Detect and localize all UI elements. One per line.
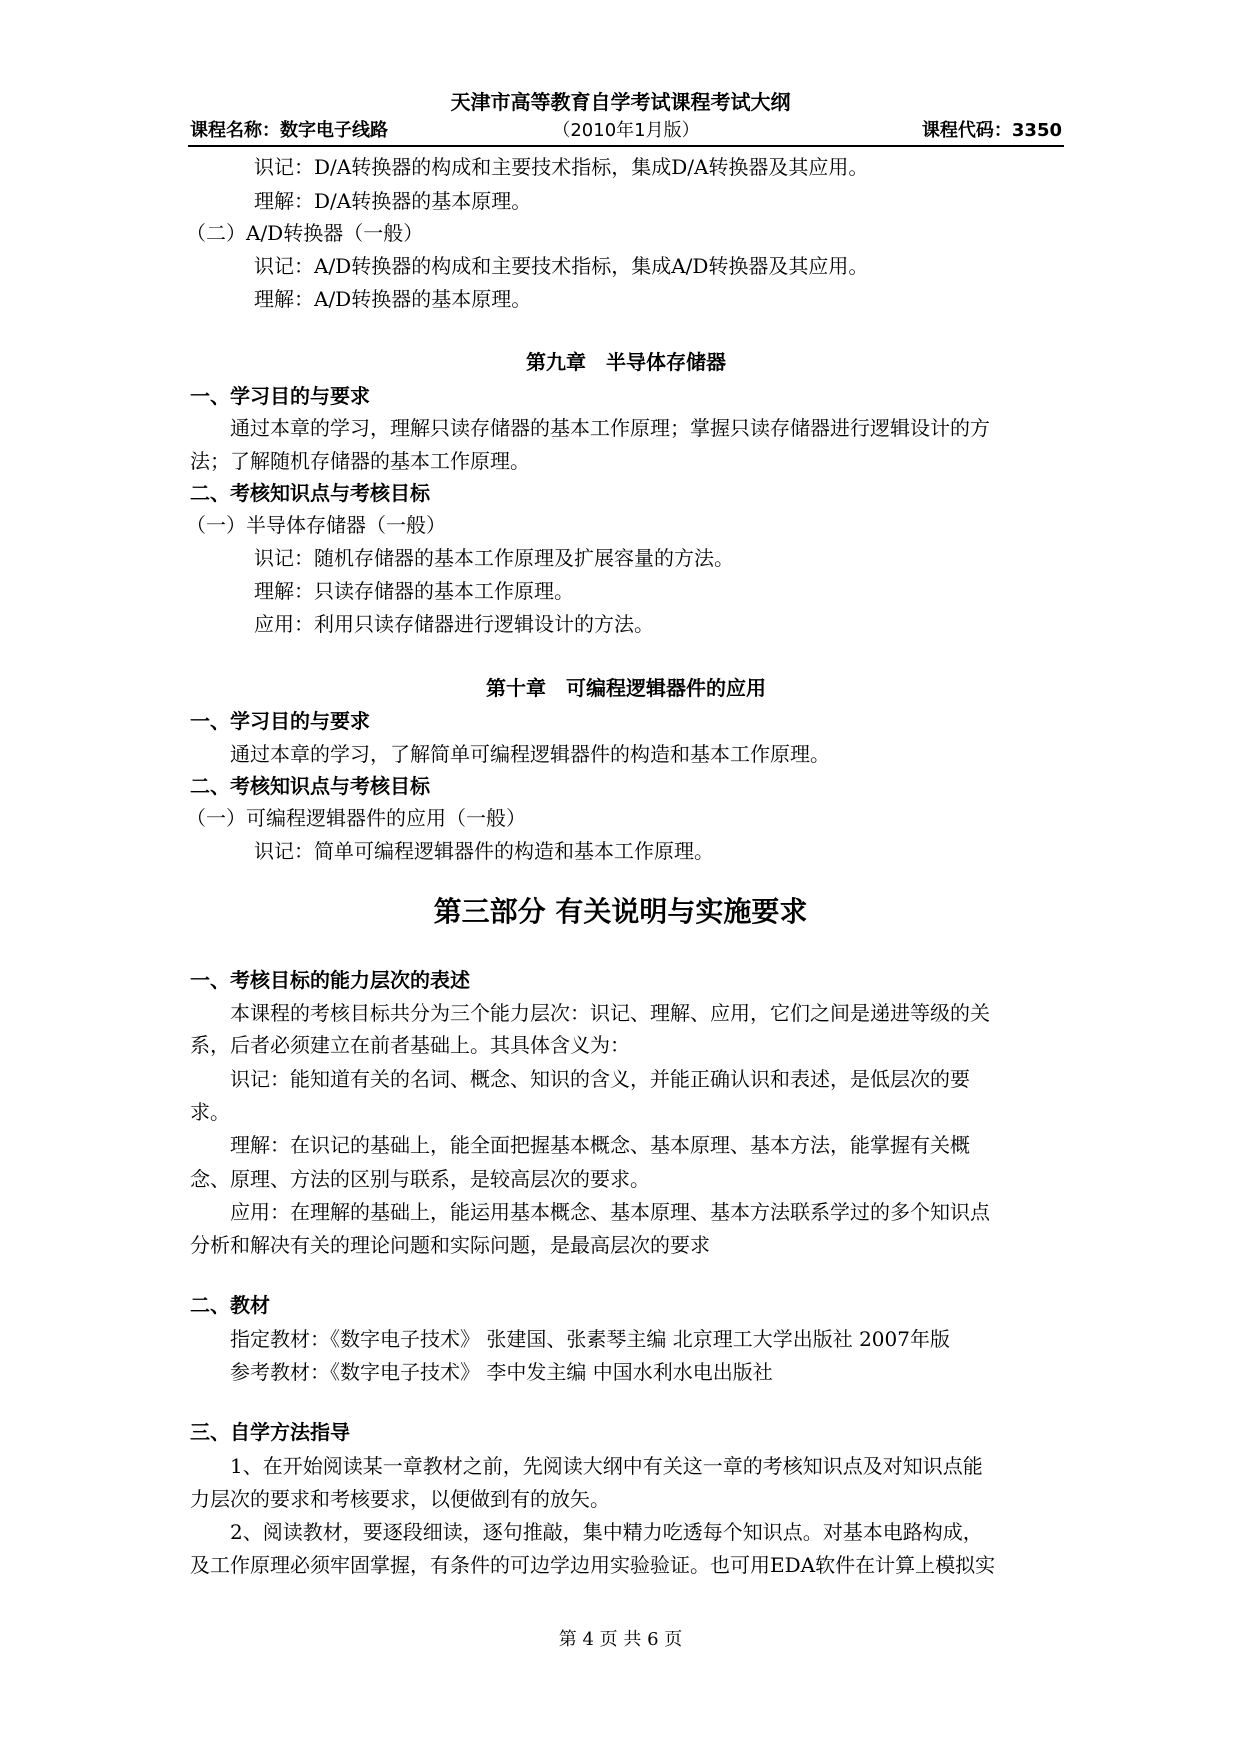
course-name: 课程名称：数字电子线路 bbox=[190, 120, 388, 141]
subsection-heading: （二）A/D转换器（一般） bbox=[186, 221, 424, 245]
paragraph-line: 求。 bbox=[190, 1100, 230, 1124]
section-heading: 三、自学方法指导 bbox=[190, 1420, 350, 1444]
part-title: 第三部分 有关说明与实施要求 bbox=[433, 895, 808, 928]
paragraph-line: 力层次的要求和考核要求，以便做到有的放矢。 bbox=[190, 1487, 610, 1511]
paragraph-line: 及工作原理必须牢固掌握，有条件的可边学边用实验验证。也可用EDA软件在计算上模拟实 bbox=[190, 1553, 996, 1577]
paragraph-line: 识记：能知道有关的名词、概念、知识的含义，并能正确认识和表述，是低层次的要 bbox=[230, 1067, 970, 1091]
section-heading: 二、考核知识点与考核目标 bbox=[190, 774, 430, 798]
paragraph-line: 系，后者必须建立在前者基础上。其具体含义为： bbox=[190, 1033, 630, 1057]
textbook-line: 参考教材：《数字电子技术》 李中发主编 中国水利水电出版社 bbox=[230, 1360, 773, 1384]
section-heading: 一、考核目标的能力层次的表述 bbox=[190, 968, 470, 992]
paragraph-line: 2、阅读教材，要逐段细读，逐句推敲，集中精力吃透每个知识点。对基本电路构成， bbox=[230, 1520, 983, 1544]
text-line: 识记：随机存储器的基本工作原理及扩展容量的方法。 bbox=[254, 546, 734, 570]
paragraph-line: 1、在开始阅读某一章教材之前，先阅读大纲中有关这一章的考核知识点及对知识点能 bbox=[230, 1454, 983, 1478]
paragraph-line: 法；了解随机存储器的基本工作原理。 bbox=[190, 449, 530, 473]
text-line: 识记：D/A转换器的构成和主要技术指标，集成D/A转换器及其应用。 bbox=[254, 155, 869, 179]
subsection-heading: （一）可编程逻辑器件的应用（一般） bbox=[186, 806, 526, 830]
paragraph-line: 应用：在理解的基础上，能运用基本概念、基本原理、基本方法联系学过的多个知识点 bbox=[230, 1200, 990, 1224]
header-info-row bbox=[190, 116, 1062, 144]
paragraph-line: 理解：在识记的基础上，能全面把握基本概念、基本原理、基本方法，能掌握有关概 bbox=[230, 1133, 970, 1157]
chapter-title: 第十章 可编程逻辑器件的应用 bbox=[486, 676, 766, 700]
text-line: 识记：A/D转换器的构成和主要技术指标，集成A/D转换器及其应用。 bbox=[254, 254, 869, 278]
paragraph-line: 通过本章的学习，理解只读存储器的基本工作原理；掌握只读存储器进行逻辑设计的方 bbox=[230, 416, 990, 440]
textbook-line: 指定教材：《数字电子技术》 张建国、张素琴主编 北京理工大学出版社 2007年版 bbox=[230, 1327, 950, 1351]
paragraph-line: 本课程的考核目标共分为三个能力层次：识记、理解、应用，它们之间是递进等级的关 bbox=[230, 1001, 990, 1025]
section-heading: 二、教材 bbox=[190, 1293, 270, 1317]
section-heading: 二、考核知识点与考核目标 bbox=[190, 481, 430, 505]
text-line: 识记：简单可编程逻辑器件的构造和基本工作原理。 bbox=[254, 839, 714, 863]
course-code: 课程代码：3350 bbox=[921, 120, 1062, 141]
chapter-title: 第九章 半导体存储器 bbox=[526, 350, 726, 374]
header-title: 天津市高等教育自学考试课程考试大纲 bbox=[450, 90, 791, 114]
page-number: 第 4 页 共 6 页 bbox=[558, 1629, 683, 1650]
subsection-heading: （一）半导体存储器（一般） bbox=[186, 513, 446, 537]
paragraph-line: 分析和解决有关的理论问题和实际问题，是最高层次的要求 bbox=[190, 1233, 710, 1257]
text-line: 应用：利用只读存储器进行逻辑设计的方法。 bbox=[254, 612, 654, 636]
header-divider bbox=[188, 145, 1064, 147]
text-line: 理解：只读存储器的基本工作原理。 bbox=[254, 579, 574, 603]
section-heading: 一、学习目的与要求 bbox=[190, 709, 370, 733]
text-line: 理解：D/A转换器的基本原理。 bbox=[254, 189, 532, 213]
text-line: 理解：A/D转换器的基本原理。 bbox=[254, 287, 532, 311]
section-heading: 一、学习目的与要求 bbox=[190, 384, 370, 408]
paragraph-line: 通过本章的学习，了解简单可编程逻辑器件的构造和基本工作原理。 bbox=[230, 742, 830, 766]
edition: （2010年1月版） bbox=[552, 120, 700, 141]
paragraph-line: 念、原理、方法的区别与联系，是较高层次的要求。 bbox=[190, 1167, 650, 1191]
